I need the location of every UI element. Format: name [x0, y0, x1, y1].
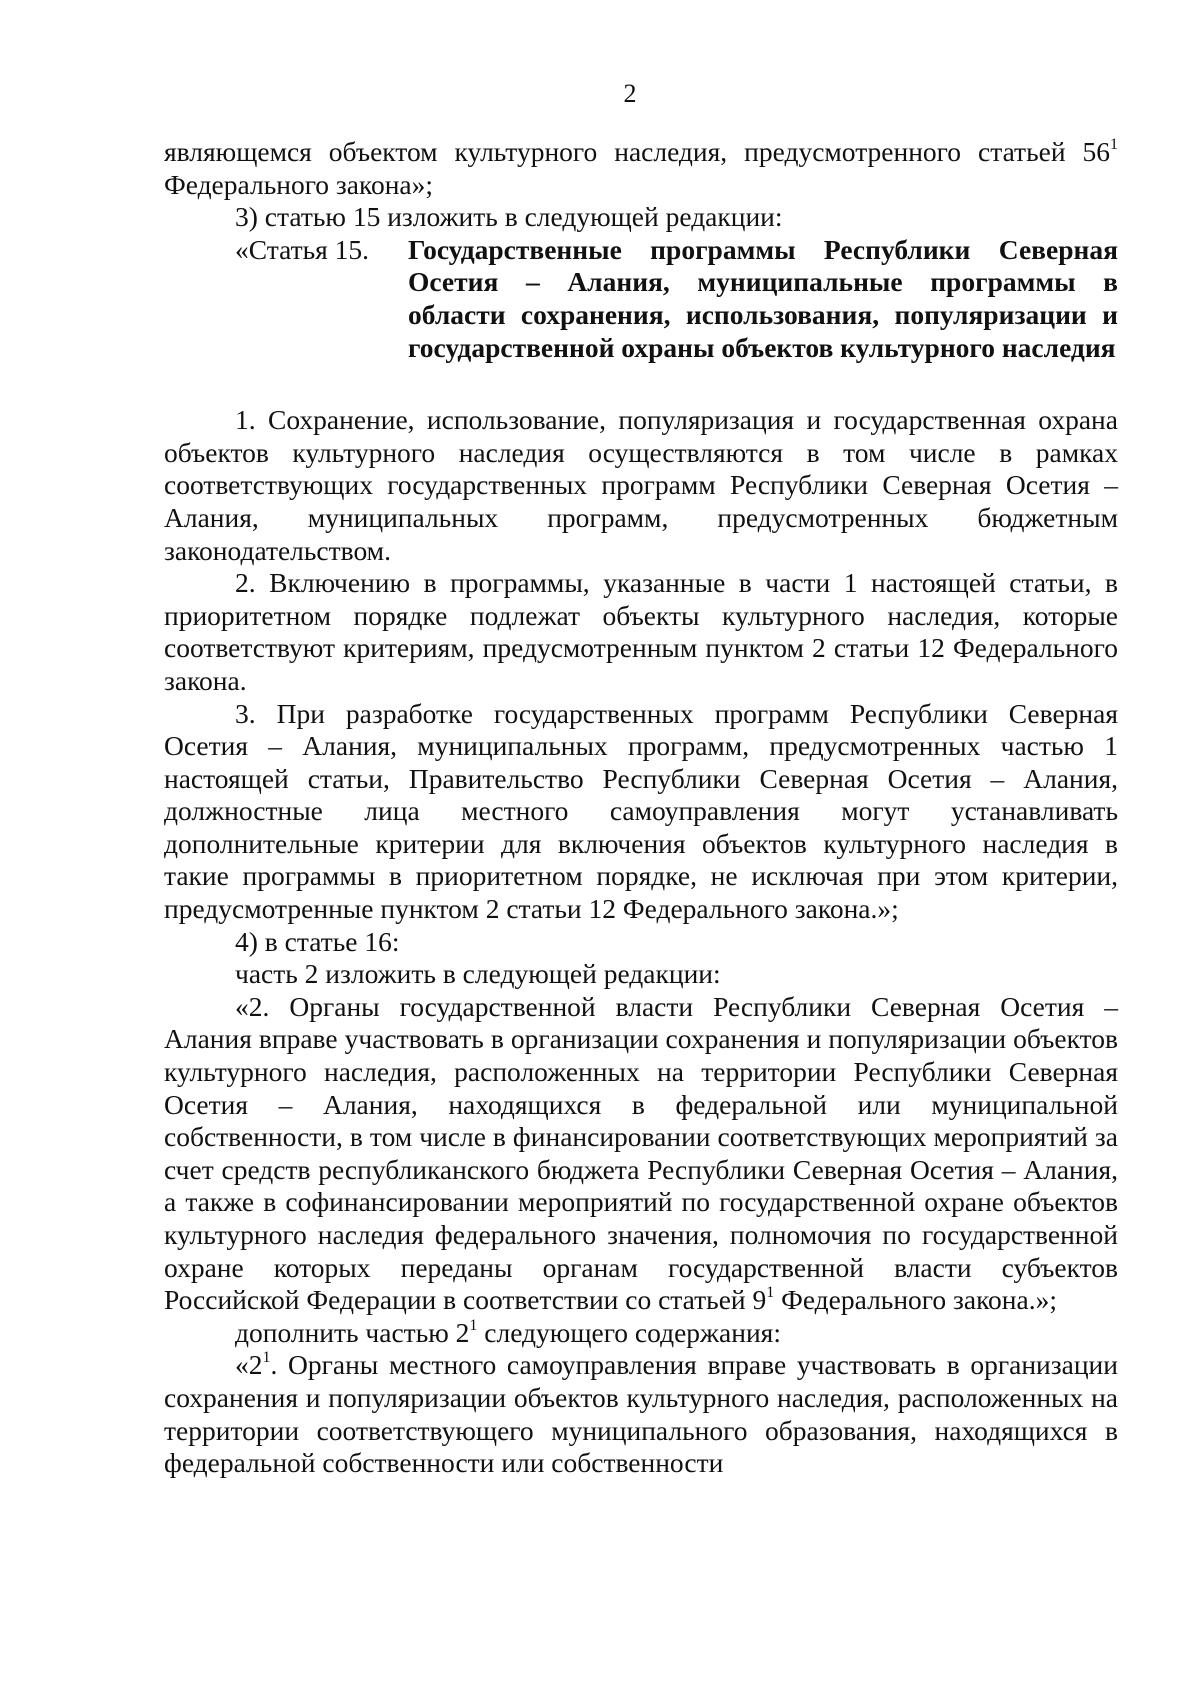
page-number: 2: [623, 79, 637, 108]
paragraph-part-2-intro: часть 2 изложить в следующей редакции:: [235, 958, 721, 990]
paragraph-text: являющемся объектом культурного наследия, предусмотренного статьей 56: [164, 136, 1111, 167]
document-body: [164, 136, 1118, 1480]
superscript: 1: [766, 1284, 775, 1302]
article-label: «Статья 15.: [235, 233, 370, 265]
paragraph-text: «2. Органы государственной власти Республики Северная Осетия – Алания вправе участвовать в организации сохранения и популяризации объектов культурного наследия, расположенных на территории Республики Северная Осетия – Алания, находящихся в федеральной или муниципальной собственности, в том числе в финансировании соответствующих мероприятий за счет средств республиканского бюджета Республики Северная Осетия – Алания, а также в софинансировании мероприятий по государственной охране объектов культурного наследия федерального значения, полномочия по государственной охране которых переданы органам государственной власти субъектов Российской Федерации в соответствии со статьей 9: [164, 990, 1118, 1316]
superscript: 1: [469, 1316, 478, 1334]
superscript: 1: [262, 1349, 271, 1367]
superscript: 1: [1110, 136, 1118, 154]
paragraph-part-2-1-text: [164, 1349, 1118, 1479]
paragraph-part-1: 1. Сохранение, использование, популяризация и государственная охрана объектов культурного наследия осуществляются в том числе в рамках соответствующих государственных программ Республики Северная Осетия – Алания, муниципальных программ, предусмотренных бюджетным законодательством.: [164, 404, 1118, 566]
paragraph-text: «2: [235, 1349, 263, 1381]
paragraph-continuation: [164, 136, 1118, 201]
paragraph-text: следующего содержания:: [477, 1316, 781, 1348]
paragraph-text: Федерального закона.»;: [774, 1284, 1057, 1316]
paragraph-part-2-1-intro: [164, 1317, 1118, 1350]
paragraph-text: дополнить частью 2: [235, 1316, 470, 1348]
paragraph-part-3: 3. При разработке государственных программ Республики Северная Осетия – Алания, муниципальных программ, предусмотренных частью 1 настоящей статьи, Правительство Республики Северная Осетия – Алания, должностные лица местного самоуправления могут устанавливать дополнительные критерии для включения объектов культурного наследия в такие программы в приоритетном порядке, не исключая при этом критерии, предусмотренные пунктом 2 статьи 12 Федерального закона.»;: [164, 697, 1118, 925]
paragraph-item-4: 4) в статье 16:: [235, 925, 400, 957]
article-title: Государственные программы Республики Северная Осетия – Алания, муниципальные программы в области сохранения, использования, популяризации и государственной охраны объектов культурного наследия: [408, 233, 1118, 363]
paragraph-part-2-text: [164, 991, 1118, 1317]
paragraph-item-3: 3) статью 15 изложить в следующей редакции:: [235, 201, 783, 233]
paragraph-part-2: 2. Включению в программы, указанные в части 1 настоящей статьи, в приоритетном порядке подлежат объекты культурного наследия, которые соответствуют критериям, предусмотренным пунктом 2 статьи 12 Федерального закона.: [164, 567, 1118, 696]
article-heading: [164, 234, 1118, 364]
paragraph-text: Федерального закона»;: [164, 168, 434, 200]
paragraph-text: . Органы местного самоуправления вправе участвовать в организации сохранения и популяризации объектов культурного наследия, расположенных на территории соответствующего муниципального образования, находящихся в федеральной собственности или собственности: [164, 1349, 1118, 1479]
spacer: [164, 364, 1118, 404]
